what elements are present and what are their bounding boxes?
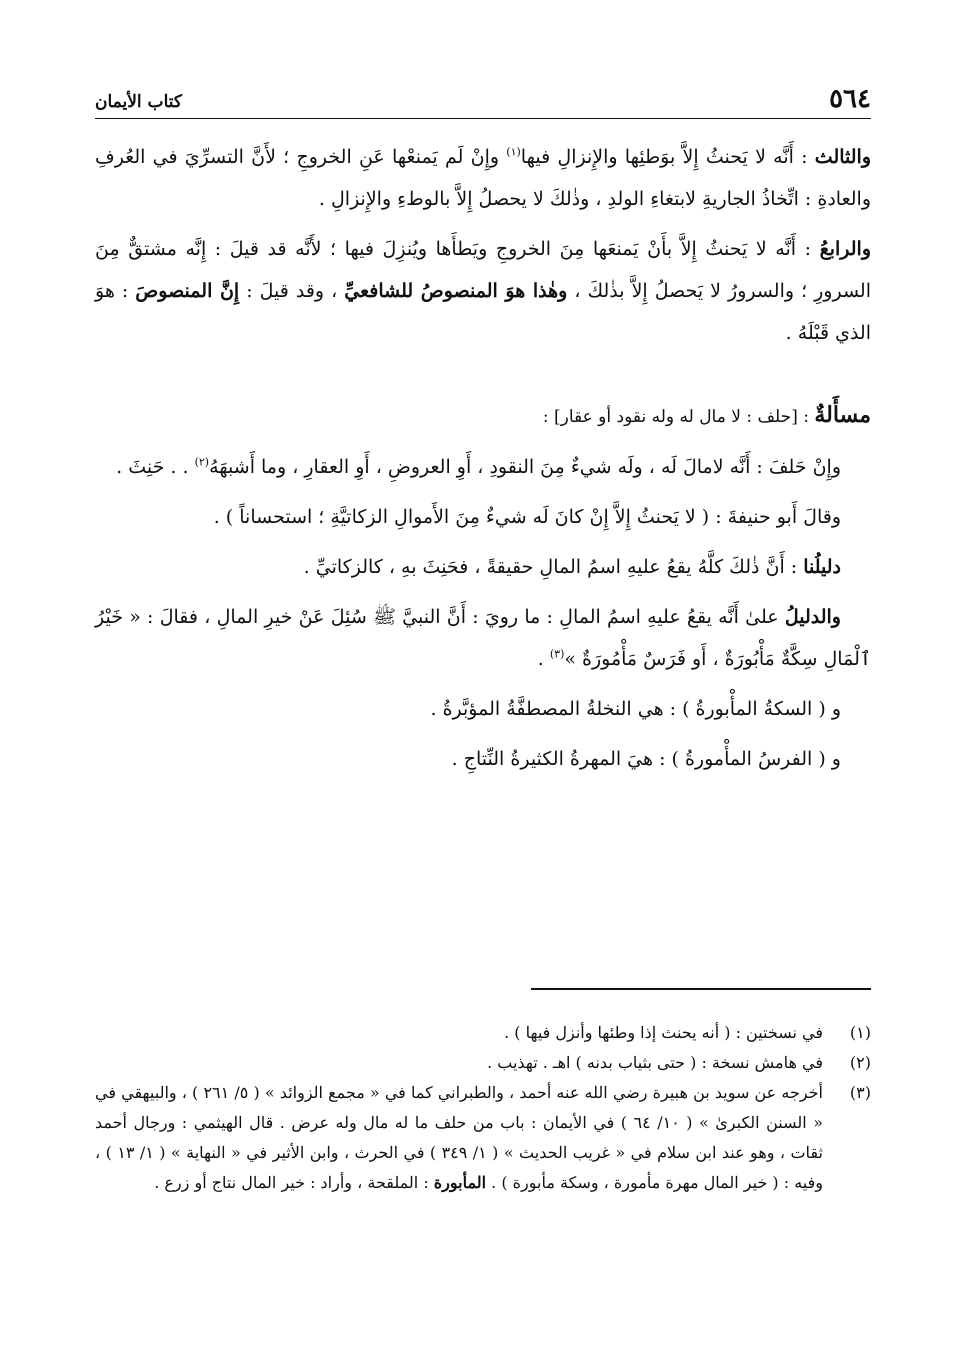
text-segment: : الملقحة ، وأراد : خير المال نتاج أو زرع .: [154, 1173, 434, 1192]
emphasis-text: وهٰذا هوَ المنصوصُ للشافعيِّ: [344, 280, 568, 302]
text-segment: ، وقد قيلَ :: [239, 280, 345, 302]
footnote-text: [95, 1078, 823, 1198]
emphasis-text: إِنَّ المنصوصَ: [135, 280, 240, 302]
text-segment: وإِنْ لَم يَمنعْها عَنِ الخروجِ ؛ لأَنَّ التسرِّيَ في العُرفِ والعادةِ : اتِّخاذُ الجاريةِ لابتغاءِ الولدِ ، وذٰلكَ لا يحصلُ إِلاَّ بالوطءِ والإِنزالِ .: [95, 146, 871, 210]
text-segment: : أَنَّه لا يَحنثُ إِلاَّ بوَطئِها والإِنزالِ فيها: [520, 146, 815, 168]
footnote-number: (٢): [849, 1053, 871, 1072]
text-segment: علىٰ أَنَّه يقعُ عليهِ اسمُ المالِ : ما رويَ : أَنَّ النبيَّ ﷺ سُئِلَ عَنْ خيرِ المالِ ، فقالَ : « خَيْرُ ٱلْمَالِ سِكَّةٌ مَأْبُورَةٌ ، أَو فَرَسٌ مَأْمُورَةٌ »: [95, 606, 871, 670]
footnotes: [95, 1018, 871, 1198]
paragraph-definition-faras: [95, 738, 871, 780]
footnote-2: [95, 1048, 871, 1078]
text-segment: .: [537, 648, 550, 670]
masala-title: مسأَلةٌ: [814, 402, 871, 428]
footnote-mark: (٢): [194, 455, 210, 469]
text-segment: وإِنْ حَلفَ : أَنَّه لامالَ لَه ، ولَه شيءٌ مِنَ النقودِ ، أَوِ العروضِ ، أَوِ العقارِ ، وما أَشبهَهُ: [209, 456, 841, 478]
lead-word: والثالث: [814, 146, 871, 168]
page-header: [95, 80, 871, 119]
footnote-mark: (٣): [549, 647, 565, 661]
text-segment: : هوَ الذي قَبْلَهُ .: [95, 280, 871, 344]
paragraph-third-view: [95, 136, 871, 220]
footnote-text: في نسختين : ( أنه يحنث إذا وطئها وأنزل فيها ) .: [504, 1023, 823, 1042]
footnote-3: [95, 1078, 871, 1198]
main-text: [95, 136, 871, 788]
text-segment: و ( السكةُ المأْبورةُ ) : هي النخلةُ المصطفَّةُ المؤبَّرةُ .: [430, 698, 841, 720]
masala-subtitle: : [حلف : لا مال له وله نقود أو عقار] :: [542, 407, 815, 427]
paragraph-evidence: [95, 546, 871, 588]
paragraph-abu-hanifa: [95, 496, 871, 538]
text-segment: : أَنَّه لا يَحنثُ إِلاَّ بأَنْ يَمنعَها مِنَ الخروجِ ويَطأَها ويُنزِلَ فيها ؛ لأَنَّه قد قيلَ : إِنَّه مشتقٌّ مِنَ السرورِ ؛ والسرورُ لا يَحصلُ إِلاَّ بذٰلكَ ،: [95, 238, 871, 302]
footnote-number: (١): [849, 1023, 871, 1042]
footnote-mark: (١): [506, 145, 521, 159]
footnote-text: في هامش نسخة : ( حتى بثياب بدنه ) اهـ . تهذيب .: [487, 1053, 823, 1072]
lead-word: والرابعُ: [819, 238, 871, 260]
lead-word: والدليلُ: [784, 606, 841, 628]
text-segment: أخرجه عن سويد بن هبيرة رضي الله عنه أحمد ، والطبراني كما في « مجمع الزوائد » ( ٥/ ٢٦١ ) ، والبيهقي في « السنن الكبرىٰ » ( ١٠/ ٦٤ ) في الأيمان : باب من حلف ما له مال وله عرض . قال الهيثمي : ورجال أحمد ثقات ، وهو عند ابن سلام في « غريب الحديث » ( ١/ ٣٤٩ ) في الحرث ، وابن الأثير في « النهاية » ( ١/ ١٣ ) ، وفيه : ( خير المال مهرة مأمورة ، وسكة مأبورة ) .: [95, 1083, 823, 1192]
lead-word: دليلُنا: [803, 556, 841, 578]
paragraph-oath: [95, 446, 871, 488]
masala-heading: [95, 394, 871, 438]
paragraph-hadith: [95, 596, 871, 680]
page-number: ٥٦٤: [829, 84, 871, 114]
footnote-1: [95, 1018, 871, 1048]
text-segment: : أَنَّ ذٰلكَ كلَّهُ يقعُ عليهِ اسمُ المالِ حقيقةً ، فحَنِثَ بهِ ، كالزكاتيِّ .: [303, 556, 804, 578]
text-segment: و ( الفرسُ المأْمورةُ ) : هيَ المهرةُ الكثيرةُ النِّتاجِ .: [451, 748, 841, 770]
footnote-divider: [531, 988, 871, 990]
text-segment: وقالَ أَبو حنيفةَ : ( لا يَحنثُ إِلاَّ إِنْ كانَ لَه شيءٌ مِنَ الأَموالِ الزكاتيَّةِ ؛ استحساناً ) .: [213, 506, 841, 528]
text-segment: . . حَنِثَ .: [116, 456, 195, 478]
paragraph-fourth-view: [95, 228, 871, 354]
emphasis-text: المأبورة: [433, 1173, 487, 1192]
book-title: كتاب الأيمان: [95, 92, 182, 112]
footnote-number: (٣): [849, 1083, 871, 1102]
paragraph-definition-sikka: [95, 688, 871, 730]
